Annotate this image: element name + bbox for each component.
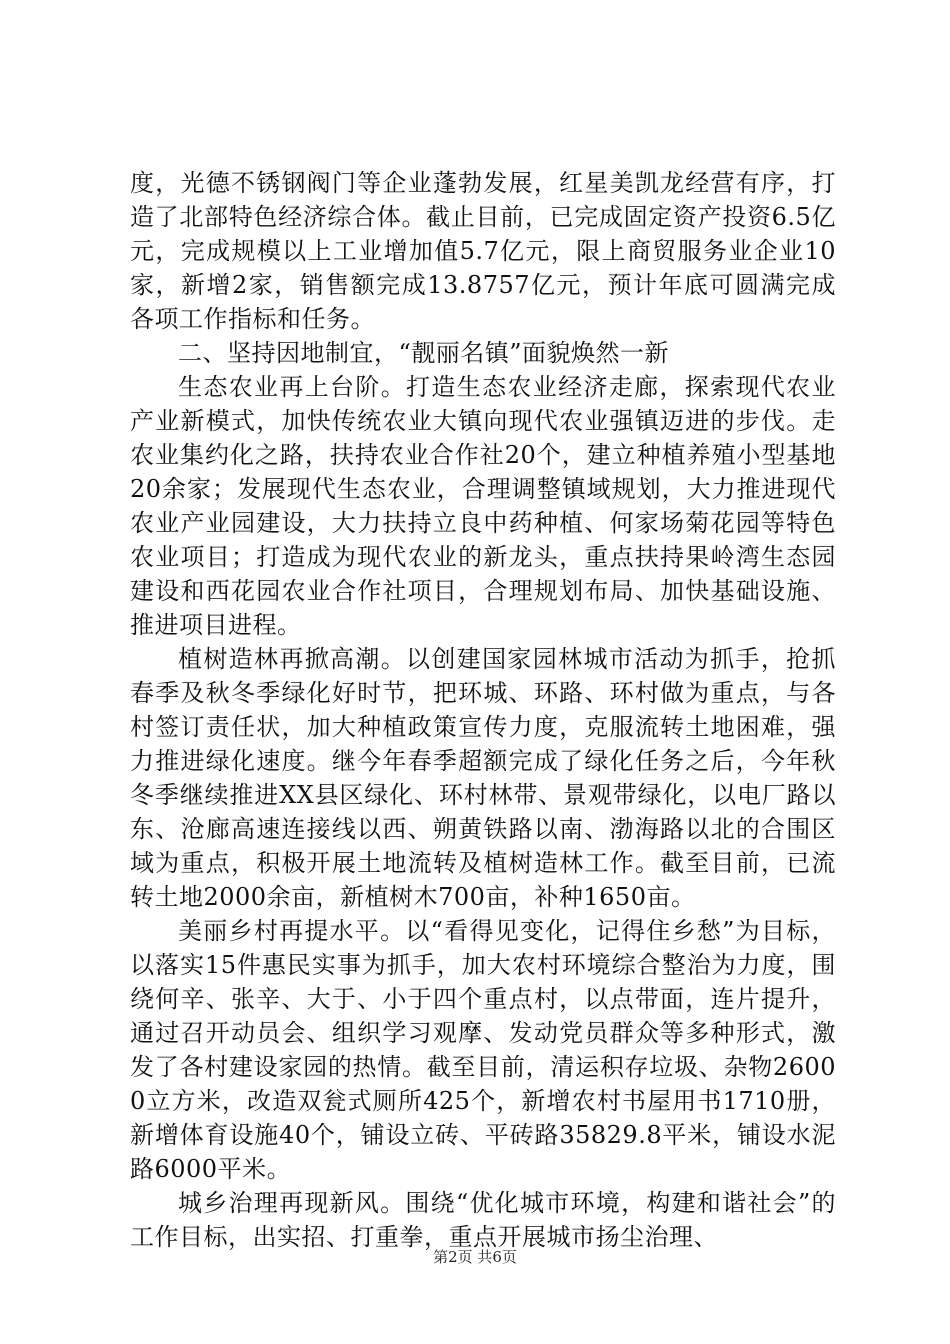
page-footer: 第2页 共6页 — [433, 1248, 517, 1266]
paragraph-urban-governance: 城乡治理再现新风。围绕“优化城市环境，构建和谐社会”的工作目标，出实招、打重拳，重点开展城市扬尘治理、 — [130, 1189, 836, 1251]
document-body — [130, 166, 836, 1254]
paragraph-beautiful-village: 美丽乡村再提水平。以“看得见变化，记得住乡愁”为目标，以落实15件惠民实事为抓手，加大农村环境综合整治为力度，围绕何辛、张辛、大于、小于四个重点村，以点带面，连片提升，通过召开动员会、组织学习观摩、发动党员群众等多种形式，激发了各村建设家园的热情。截至目前，清运积存垃圾、杂物26000立方米，改造双瓮式厕所425个，新增农村书屋用书1710册，新增体育设施40个，铺设立砖、平砖路35829.8平米，铺设水泥路6000平米。 — [130, 917, 836, 1183]
section-heading: 二、坚持因地制宜，“靓丽名镇”面貌焕然一新 — [178, 339, 670, 367]
paragraph-afforestation: 植树造林再掀高潮。以创建国家园林城市活动为抓手，抢抓春季及秋冬季绿化好时节，把环城、环路、环村做为重点，与各村签订责任状，加大种植政策宣传力度，克服流转土地困难，强力推进绿化速度。继今年春季超额完成了绿化任务之后，今年秋冬季继续推进XX县区绿化、环村林带、景观带绿化，以电厂路以东、沧廊高速连接线以西、朔黄铁路以南、渤海路以北的合围区域为重点，积极开展土地流转及植树造林工作。截至目前，已流转土地2000余亩，新植树木700亩，补种1650亩。 — [130, 645, 836, 911]
paragraph-continuation: 度，光德不锈钢阀门等企业蓬勃发展，红星美凯龙经营有序，打造了北部特色经济综合体。截止目前，已完成固定资产投资6.5亿元，完成规模以上工业增加值5.7亿元，限上商贸服务业企业10家，新增2家，销售额完成13.8757亿元，预计年底可圆满完成各项工作指标和任务。 — [130, 169, 836, 333]
paragraph-eco-agriculture: 生态农业再上台阶。打造生态农业经济走廊，探索现代农业产业新模式，加快传统农业大镇向现代农业强镇迈进的步伐。走农业集约化之路，扶持农业合作社20个，建立种植养殖小型基地20余家；发展现代生态农业，合理调整镇域规划，大力推进现代农业产业园建设，大力扶持立良中药种植、何家场菊花园等特色农业项目；打造成为现代农业的新龙头，重点扶持果岭湾生态园建设和西花园农业合作社项目，合理规划布局、加快基础设施、推进项目进程。 — [130, 373, 836, 639]
